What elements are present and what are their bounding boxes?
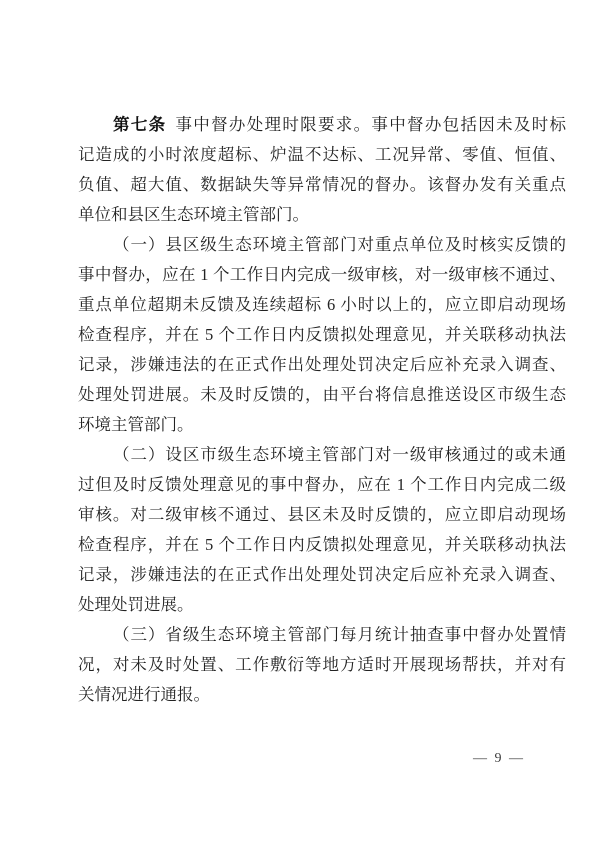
doc-line: 关情况进行通报。	[78, 685, 210, 704]
doc-line: 重点单位超期未反馈及连续超标 6 小时以上的，应立即启动现场	[78, 295, 566, 314]
doc-line: 处理处罚进展。未及时反馈的，由平台将信息推送设区市级生态	[78, 385, 566, 404]
doc-line: 检查程序，并在 5 个工作日内反馈拟处理意见，并关联移动执法	[78, 325, 566, 344]
article-heading-text: 事中督办处理时限要求。事中督办包括因未及时标	[175, 115, 566, 134]
doc-line: 检查程序，并在 5 个工作日内反馈拟处理意见，并关联移动执法	[78, 535, 566, 554]
doc-line: 事中督办，应在 1 个工作日内完成一级审核，对一级审核不通过、	[78, 265, 566, 284]
doc-line: 过但及时反馈处理意见的事中督办，应在 1 个工作日内完成二级	[78, 475, 566, 494]
doc-line: 单位和县区生态环境主管部门。	[78, 205, 309, 224]
doc-line: 处理处罚进展。	[78, 595, 194, 614]
doc-line: 况，对未及时处置、工作敷衍等地方适时开展现场帮扶，并对有	[78, 655, 566, 674]
doc-line: 记造成的小时浓度超标、炉温不达标、工况异常、零值、恒值、	[78, 145, 566, 164]
doc-line: 记录，涉嫌违法的在正式作出处理处罚决定后应补充录入调查、	[78, 565, 566, 584]
page-number: — 9 —	[473, 751, 523, 766]
doc-line: （一）县区级生态环境主管部门对重点单位及时核实反馈的	[113, 235, 566, 254]
doc-line: 负值、超大值、数据缺失等异常情况的督办。该督办发有关重点	[78, 175, 566, 194]
article-text-block	[78, 110, 566, 710]
doc-line: （三）省级生态环境主管部门每月统计抽查事中督办处置情	[113, 625, 566, 644]
doc-line: （二）设区市级生态环境主管部门对一级审核通过的或未通	[113, 445, 566, 464]
doc-line: 审核。对二级审核不通过、县区未及时反馈的，应立即启动现场	[78, 505, 566, 524]
doc-line	[78, 110, 566, 140]
doc-line: 记录，涉嫌违法的在正式作出处理处罚决定后应补充录入调查、	[78, 355, 566, 374]
article-number: 第七条	[113, 116, 167, 134]
doc-line: 环境主管部门。	[78, 415, 194, 434]
